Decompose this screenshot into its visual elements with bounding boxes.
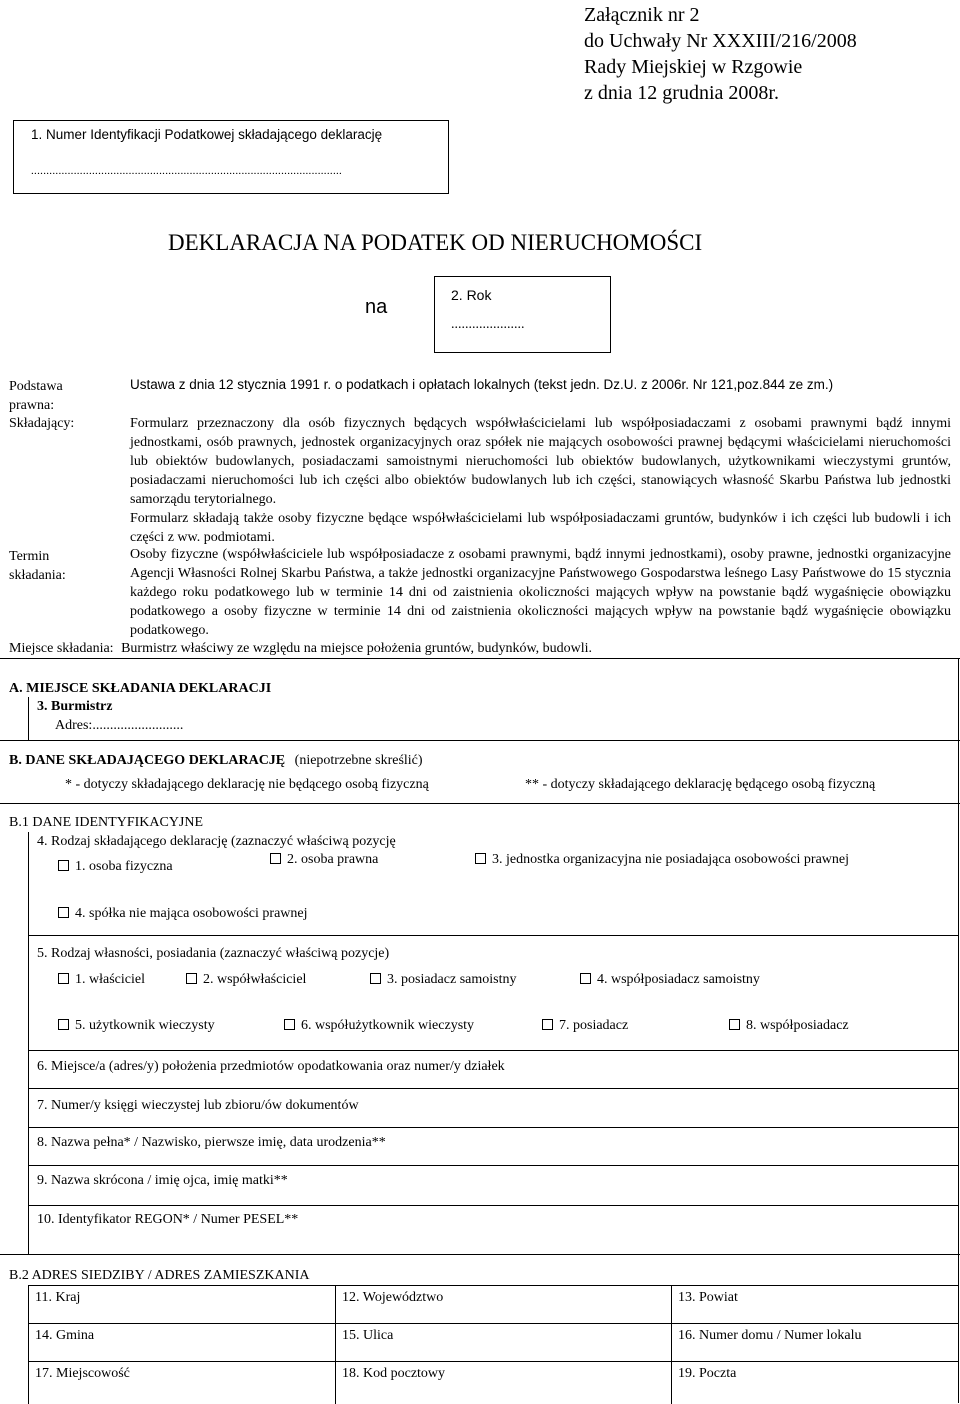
skladajacy-paragraph: Formularz przeznaczony dla osób fizycznych będących współwłaścicielami lub współposiadaczami z osobami prawnymi bądź innymi jednostkami, osób prawnych, jednostek organizacyjnych oraz spółek nie mających osobowości prawnej będącymi właścicielami nieruchomości lub obiektów budowlanych, posiadaczami samoistnymi nieruchomości lub obiektów budowlanych, użytkownikami wieczystymi gruntów, posiadaczami nieruchomości lub ich części albo obiektów budowlanych lub ich części, stanowiących własność Skarbu Państwa lub jednostki samorządu terytorialnego.: [130, 416, 951, 507]
field-poczta[interactable]: 19. Poczta: [678, 1366, 737, 1381]
option-label: 8. współposiadacz: [746, 1018, 849, 1033]
address-grid: [28, 1285, 959, 1404]
header-line: Załącznik nr 2: [584, 4, 700, 26]
checkbox-icon[interactable]: [58, 973, 69, 984]
option-osoba-fizyczna[interactable]: [58, 859, 173, 875]
option-wspolposiadacz-samoistny[interactable]: [580, 972, 760, 988]
checkbox-icon[interactable]: [729, 1019, 740, 1030]
checkbox-icon[interactable]: [284, 1019, 295, 1030]
field-10-label[interactable]: 10. Identyfikator REGON* / Numer PESEL**: [37, 1212, 299, 1227]
option-label: 2. współwłaściciel: [203, 972, 307, 987]
checkbox-icon[interactable]: [475, 853, 486, 864]
page-title: DEKLARACJA NA PODATEK OD NIERUCHOMOŚCI: [168, 230, 703, 255]
option-label: 2. osoba prawna: [287, 852, 379, 867]
option-uzytkownik-wieczysty[interactable]: [58, 1018, 215, 1034]
section-a-box: [28, 697, 959, 740]
termin-text: Osoby fizyczne (współwłaściciele lub współposiadacze z osobami prawnymi, bądź innymi jednostkami), osoby prawne, jednostki organizacyjne Agencji Własności Rolnej Skarbu Państwa, a także jednostki organizacyjne Państwowego Gospodarstwa leśnego Lasy Państwowe do 15 stycznia każdego roku podatkowego lub w terminie 14 dni od zaistnienia okoliczności mających wpływ na powstanie bądź wygaśnięcie obowiązku podatkowego a osoby fizyczne w terminie 14 dni od zaistnienia okoliczności mających wpływ na powstanie bądź wygaśnięcie obowiązku podatkowego.: [130, 547, 951, 638]
option-label: 7. posiadacz: [559, 1018, 629, 1033]
option-label: 1. właściciel: [75, 972, 145, 987]
rok-field[interactable]: .....................: [451, 317, 525, 332]
field-4-label: 4. Rodzaj składającego deklarację (zaznaczyć właściwą pozycję: [37, 834, 396, 849]
option-label: 4. spółka nie mająca osobowości prawnej: [75, 906, 308, 921]
rok-box: [434, 276, 611, 353]
divider: [0, 803, 960, 804]
termin-label-line: składania:: [9, 568, 66, 583]
field-numer-domu[interactable]: 16. Numer domu / Numer lokalu: [672, 1324, 959, 1362]
podstawa-label-line: prawna:: [9, 398, 55, 413]
adres-field[interactable]: Adres:..........................: [55, 718, 184, 733]
checkbox-icon[interactable]: [58, 907, 69, 918]
option-spolka[interactable]: [58, 906, 308, 922]
field-7-label[interactable]: 7. Numer/y księgi wieczystej lub zbioru/ów dokumentów: [37, 1098, 359, 1113]
field-miejscowosc[interactable]: 17. Miejscowość: [29, 1362, 336, 1404]
option-label: 6. współużytkownik wieczysty: [301, 1018, 475, 1033]
option-label: 3. jednostka organizacyjna nie posiadająca osobowości prawnej: [492, 852, 850, 867]
skladajacy-label: Składający:: [9, 416, 75, 431]
option-wspolwlasciciel[interactable]: [186, 972, 306, 988]
termin-label-line: Termin: [9, 549, 50, 564]
section-b-title: B. DANE SKŁADAJĄCEGO DEKLARACJĘ: [9, 753, 286, 768]
header-line: Rady Miejskiej w Rzgowie: [584, 56, 803, 78]
field-ulica[interactable]: 15. Ulica: [336, 1324, 672, 1362]
divider: [0, 1254, 960, 1255]
option-wlasciciel[interactable]: [58, 972, 145, 988]
field-kraj[interactable]: 11. Kraj: [29, 1286, 336, 1324]
star-note-natural: ** - dotyczy składającego deklarację będącego osobą fizyczną: [525, 777, 876, 792]
field-9-label[interactable]: 9. Nazwa skrócona / imię ojca, imię matki**: [37, 1173, 288, 1188]
termin-label: [9, 547, 66, 585]
podstawa-label: [9, 377, 63, 415]
field-6-label[interactable]: 6. Miejsce/a (adres/y) położenia przedmiotów opodatkowania oraz numer/y działek: [37, 1059, 505, 1074]
checkbox-icon[interactable]: [370, 973, 381, 984]
option-wspolposiadacz[interactable]: [729, 1018, 849, 1034]
burmistrz-label: 3. Burmistrz: [37, 699, 113, 714]
option-osoba-prawna[interactable]: [270, 852, 378, 868]
field-kod-pocztowy[interactable]: 18. Kod pocztowy: [336, 1362, 672, 1404]
header-line: z dnia 12 grudnia 2008r.: [584, 82, 779, 104]
option-posiadacz[interactable]: [542, 1018, 628, 1034]
option-wspoluzytkownik-wieczysty[interactable]: [284, 1018, 474, 1034]
divider: [28, 1205, 958, 1206]
nip-field[interactable]: ......................................................................................................: [31, 165, 343, 177]
miejsce-label: Miejsce składania:: [9, 641, 114, 656]
rok-label: 2. Rok: [451, 287, 492, 303]
na-label: na: [365, 296, 388, 318]
section-b-heading: [9, 753, 423, 769]
field-wojewodztwo[interactable]: 12. Województwo: [336, 1286, 672, 1324]
checkbox-icon[interactable]: [270, 853, 281, 864]
option-label: 5. użytkownik wieczysty: [75, 1018, 215, 1033]
divider: [0, 740, 960, 741]
checkbox-icon[interactable]: [186, 973, 197, 984]
podstawa-text: Ustawa z dnia 12 stycznia 1991 r. o podatkach i opłatach lokalnych (tekst jedn. Dz.U. z 2006r. Nr 121,poz.844 ze zm.): [130, 377, 834, 392]
miejsce-text: Burmistrz właściwy ze względu na miejsce położenia gruntów, budynków, budowli.: [121, 641, 593, 656]
b1-heading: B.1 DANE IDENTYFIKACYJNE: [9, 815, 204, 830]
option-label: 4. współposiadacz samoistny: [597, 972, 760, 987]
nip-label: 1. Numer Identyfikacji Podatkowej składającego deklarację: [31, 127, 383, 142]
section-a-heading: A. MIEJSCE SKŁADANIA DEKLARACJI: [9, 681, 272, 696]
option-posiadacz-samoistny[interactable]: [370, 972, 516, 988]
divider: [28, 1165, 958, 1166]
checkbox-icon[interactable]: [580, 973, 591, 984]
checkbox-icon[interactable]: [58, 860, 69, 871]
checkbox-icon[interactable]: [58, 1019, 69, 1030]
b1-block: [28, 832, 959, 1254]
divider: [28, 1088, 958, 1089]
attachment-header: [584, 2, 857, 106]
miejsce-row: [9, 641, 592, 657]
section-b-note: (niepotrzebne skreślić): [294, 753, 423, 768]
field-8-label[interactable]: 8. Nazwa pełna* / Nazwisko, pierwsze imię, data urodzenia**: [37, 1135, 386, 1150]
divider: [28, 1050, 958, 1051]
b2-heading: B.2 ADRES SIEDZIBY / ADRES ZAMIESZKANIA: [9, 1268, 310, 1283]
podstawa-label-line: Podstawa: [9, 379, 63, 394]
option-jednostka-organizacyjna[interactable]: [475, 852, 849, 868]
divider: [28, 1127, 958, 1128]
field-gmina[interactable]: 14. Gmina: [29, 1324, 336, 1362]
checkbox-icon[interactable]: [542, 1019, 553, 1030]
option-label: 1. osoba fizyczna: [75, 859, 173, 874]
skladajacy-paragraph: Formularz składają także osoby fizyczne będące współwłaścicielami lub współposiadaczami gruntów, budynków i ich części lub budowli i ich części z ww. podmiotami.: [130, 511, 951, 545]
divider: [0, 658, 960, 659]
field-powiat[interactable]: 13. Powiat: [672, 1286, 959, 1324]
option-label: 3. posiadacz samoistny: [387, 972, 517, 987]
divider: [28, 935, 958, 936]
nip-box: [13, 120, 449, 194]
skladajacy-text: [130, 414, 951, 547]
star-note-legal: * - dotyczy składającego deklarację nie będącego osobą fizyczną: [65, 777, 429, 792]
header-line: do Uchwały Nr XXXIII/216/2008: [584, 30, 857, 52]
field-5-label: 5. Rodzaj własności, posiadania (zaznaczyć właściwą pozycje): [37, 946, 390, 961]
